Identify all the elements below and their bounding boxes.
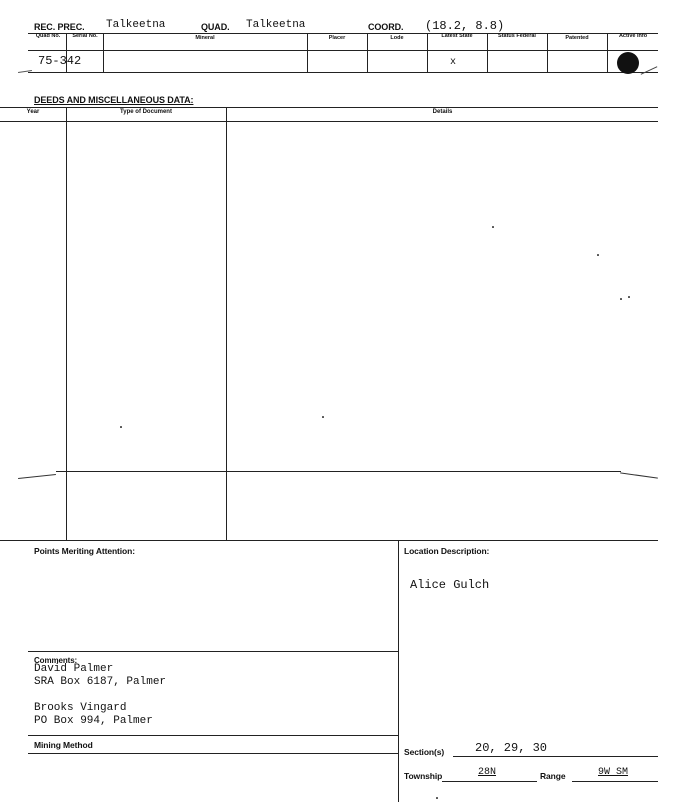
col-mineral: Mineral xyxy=(195,35,215,41)
location-description-label: Location Description: xyxy=(404,546,490,556)
coord-label: COORD. xyxy=(368,22,404,32)
active-info-dot xyxy=(617,52,639,74)
range-label: Range xyxy=(540,771,566,781)
rec-prec-value: Talkeetna xyxy=(106,19,166,31)
col-placer: Placer xyxy=(328,35,346,41)
rec-prec-label: REC. PREC. xyxy=(34,22,85,32)
range-value: 9W SM xyxy=(598,767,629,778)
col-type-of-document: Type of Document xyxy=(120,109,172,115)
deeds-type-divider xyxy=(226,107,227,540)
bottom-divider xyxy=(398,540,399,802)
comment-line: David Palmer xyxy=(34,663,114,675)
col-details: Details xyxy=(432,109,453,115)
col-serial-no: Serial No. xyxy=(72,33,98,39)
coord-value: (18.2, 8.8) xyxy=(425,19,505,33)
township-value: 28N xyxy=(478,767,497,778)
comment-line: PO Box 994, Palmer xyxy=(34,715,153,727)
latest-state-mark: x xyxy=(450,57,457,68)
col-active-info: Active Info xyxy=(618,33,648,39)
township-label: Township xyxy=(404,771,443,781)
col-latest-state: Latest State xyxy=(441,33,473,39)
section-value: 20, 29, 30 xyxy=(475,741,548,755)
col-patented: Patented xyxy=(565,35,589,41)
comment-line: SRA Box 6187, Palmer xyxy=(34,676,167,688)
comments-label: Comments: xyxy=(34,656,78,665)
col-status-federal: Status Federal xyxy=(498,33,536,39)
deeds-title: DEEDS AND MISCELLANEOUS DATA: xyxy=(34,95,194,105)
col-quad-no: Quad No. xyxy=(35,33,61,39)
section-label: Section(s) xyxy=(404,747,445,757)
location-description-value: Alice Gulch xyxy=(410,578,490,592)
mining-method-label: Mining Method xyxy=(34,740,93,750)
deeds-year-divider xyxy=(66,107,67,540)
comment-line: Brooks Vingard xyxy=(34,702,127,714)
points-meriting-attention-label: Points Meriting Attention: xyxy=(34,546,135,556)
quad-no-value: 75-342 xyxy=(38,54,82,68)
col-year: Year xyxy=(26,109,40,115)
quad-label: QUAD. xyxy=(201,22,230,32)
col-lode: Lode xyxy=(390,35,404,41)
header-rule xyxy=(28,33,658,34)
quad-value: Talkeetna xyxy=(246,19,306,31)
